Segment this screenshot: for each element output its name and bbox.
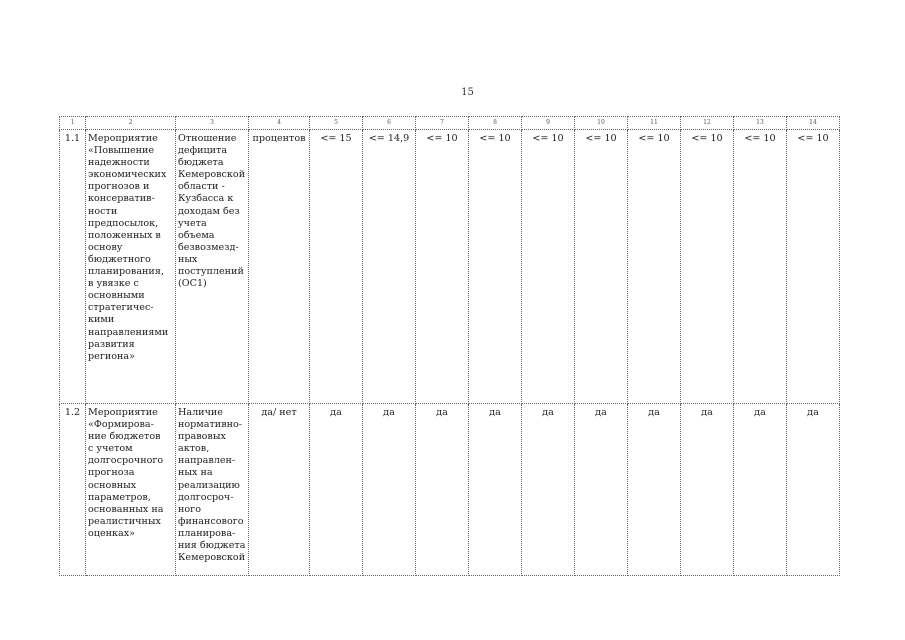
value-cell: <= 14,9 [363, 130, 416, 404]
value-cell: <= 10 [522, 130, 575, 404]
row-number: 1.1 [60, 130, 86, 404]
table-header-row [60, 117, 840, 130]
value-cell: да [787, 404, 840, 576]
column-number: 5 [310, 117, 363, 130]
value-cell: да [628, 404, 681, 576]
value-cell: <= 10 [787, 130, 840, 404]
value-cell: <= 10 [734, 130, 787, 404]
column-number: 3 [176, 117, 249, 130]
unit-cell: да/ нет [249, 404, 310, 576]
indicator-cell: Наличие нормативно- правовых актов, направлен- ных на реализацию долгосроч- ного финансового планирова- ния бюджета Кемеровской [176, 404, 249, 576]
column-number: 4 [249, 117, 310, 130]
unit-cell: процентов [249, 130, 310, 404]
column-number: 7 [416, 117, 469, 130]
value-cell: <= 10 [681, 130, 734, 404]
indicators-table [59, 116, 840, 576]
event-cell: Мероприятие «Повышение надежности экономических прогнозов и консерватив- ности предпосылок, положенных в основу бюджетного планирования, в увязке с основными стратегичес- кими направлениями развития региона» [86, 130, 176, 404]
column-number: 8 [469, 117, 522, 130]
value-cell: да [416, 404, 469, 576]
column-number: 9 [522, 117, 575, 130]
value-cell: да [681, 404, 734, 576]
value-cell: <= 10 [469, 130, 522, 404]
value-cell: <= 10 [575, 130, 628, 404]
value-cell: да [363, 404, 416, 576]
column-number: 14 [787, 117, 840, 130]
value-cell: да [522, 404, 575, 576]
column-number: 12 [681, 117, 734, 130]
column-number: 10 [575, 117, 628, 130]
column-number: 13 [734, 117, 787, 130]
page-number: 15 [461, 87, 474, 98]
value-cell: <= 15 [310, 130, 363, 404]
column-number: 2 [86, 117, 176, 130]
value-cell: <= 10 [628, 130, 681, 404]
value-cell: <= 10 [416, 130, 469, 404]
column-number: 11 [628, 117, 681, 130]
event-cell: Мероприятие «Формирова- ние бюджетов с учетом долгосрочного прогноза основных параметров, основанных на реалистичных оценках» [86, 404, 176, 576]
row-number: 1.2 [60, 404, 86, 576]
value-cell: да [310, 404, 363, 576]
value-cell: да [575, 404, 628, 576]
column-number: 1 [60, 117, 86, 130]
value-cell: да [734, 404, 787, 576]
table-row [60, 404, 840, 576]
table-row [60, 130, 840, 404]
value-cell: да [469, 404, 522, 576]
indicator-cell: Отношение дефицита бюджета Кемеровской области - Кузбасса к доходам без учета объема безвозмезд- ных поступлений (ОС1) [176, 130, 249, 404]
column-number: 6 [363, 117, 416, 130]
